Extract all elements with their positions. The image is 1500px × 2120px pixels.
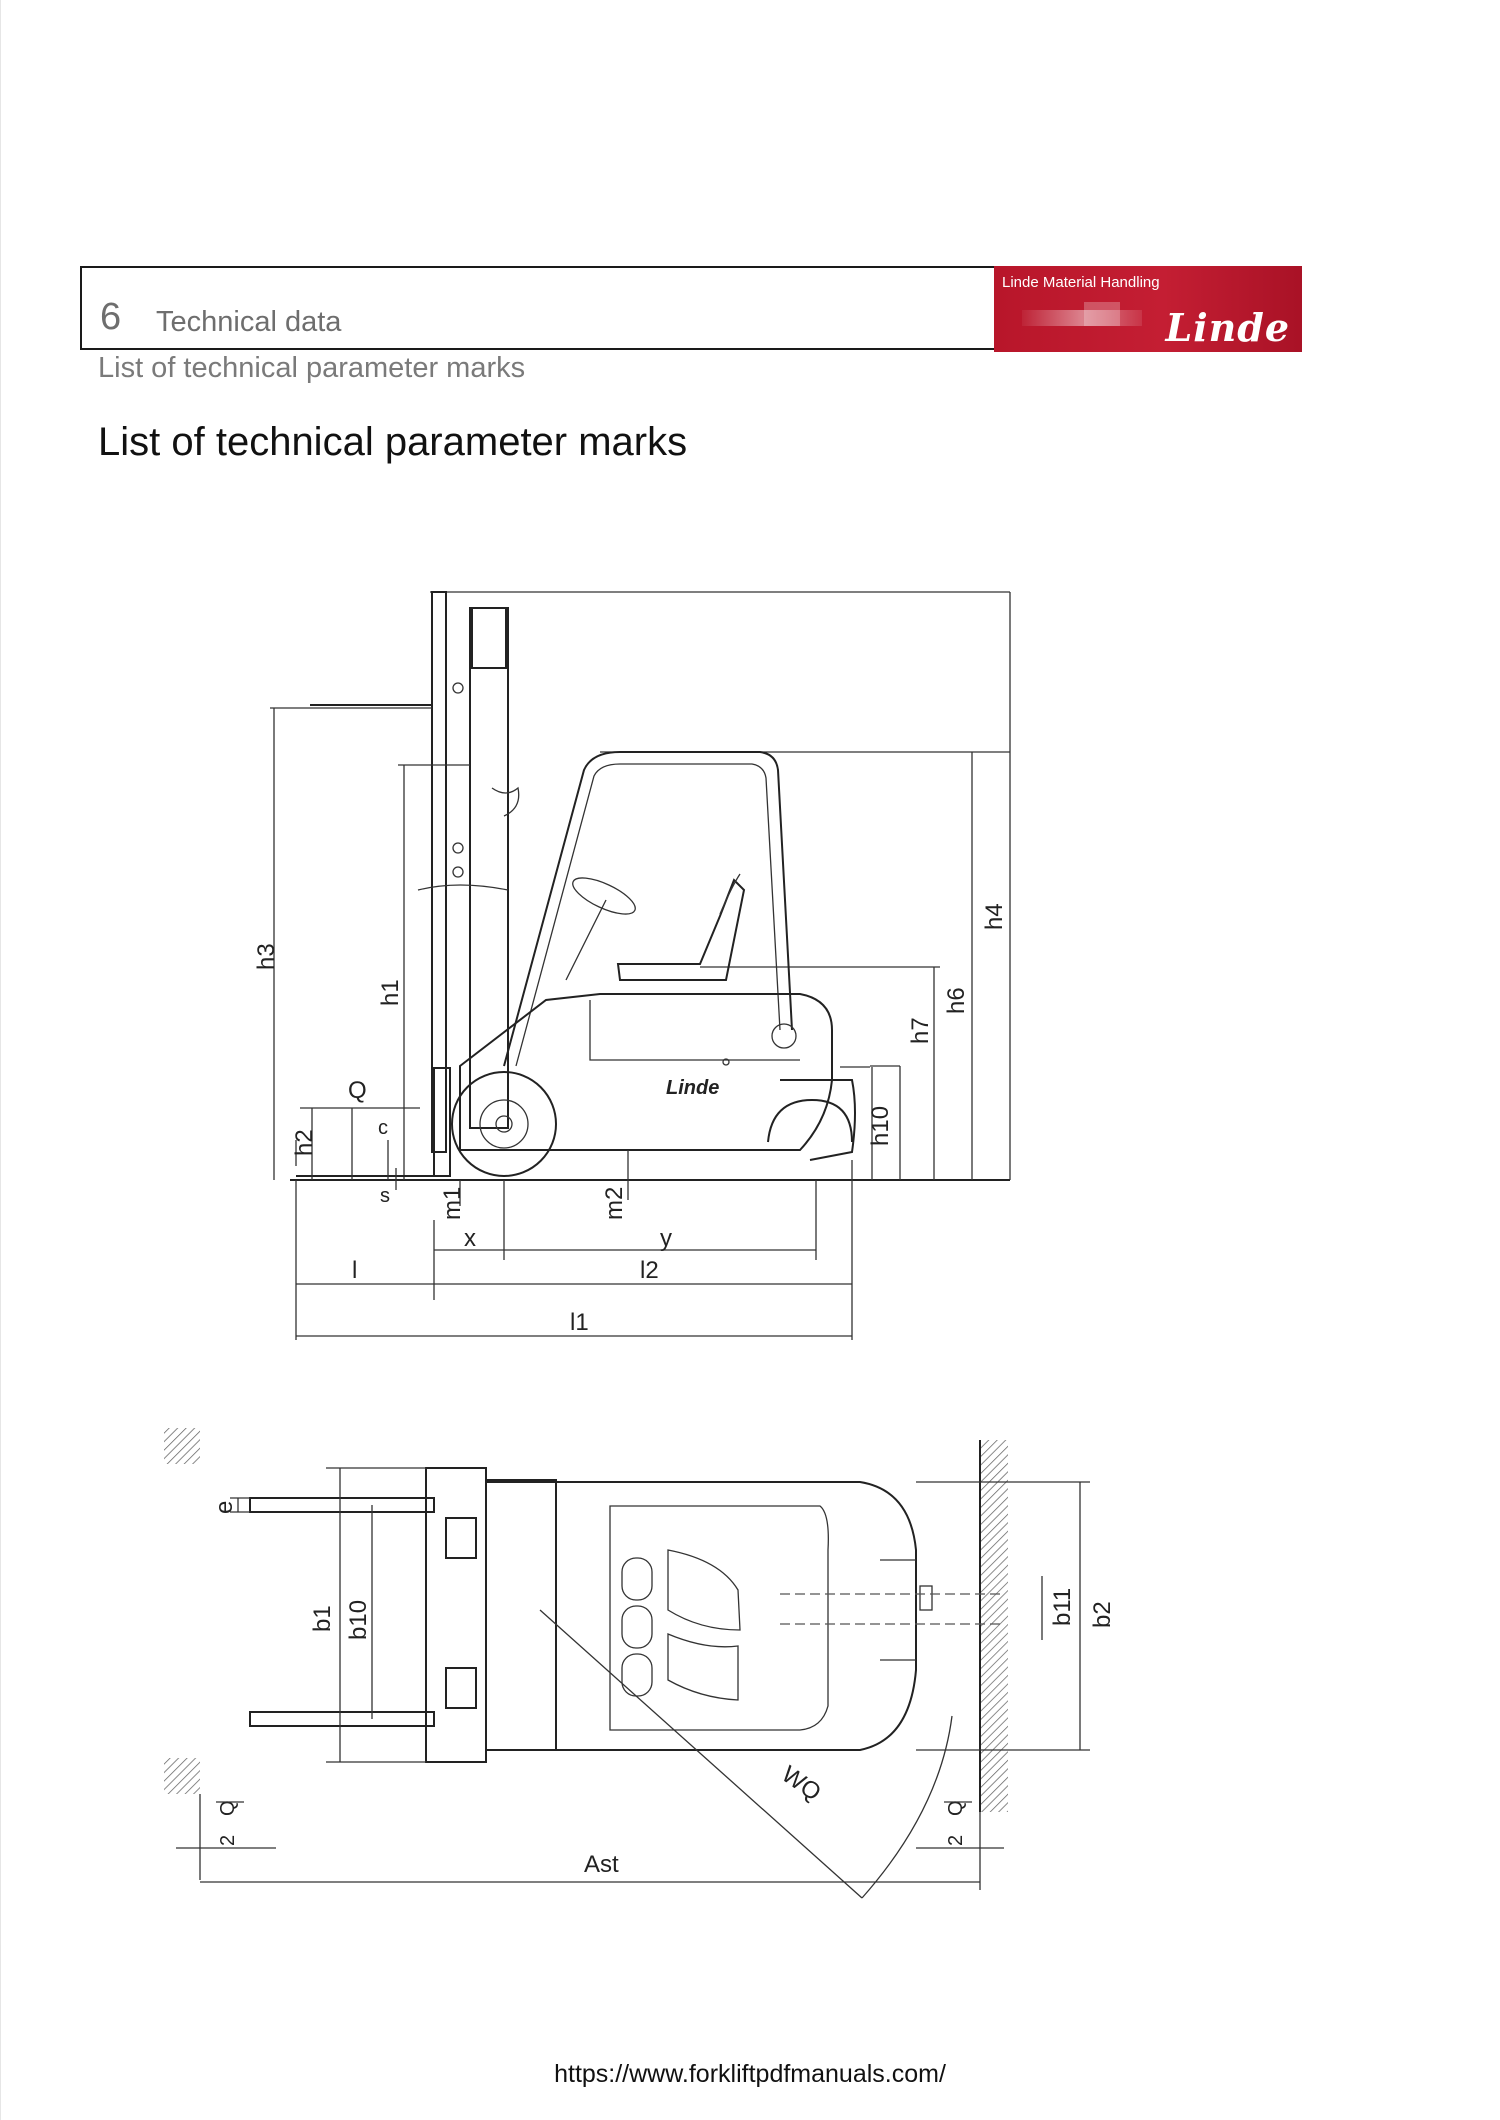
guard-slot-wide (668, 1634, 738, 1700)
chapter-title: Technical data (156, 306, 342, 338)
counterweight (780, 1080, 855, 1160)
label-h3: h3 (253, 943, 280, 970)
label-h7: h7 (907, 1017, 934, 1044)
label-c: c (378, 1117, 388, 1139)
label-l: l (352, 1257, 358, 1284)
guard-slot (622, 1558, 652, 1600)
label-h2: h2 (291, 1129, 318, 1156)
mast-roller (453, 843, 463, 853)
truck-body (460, 994, 832, 1150)
top-view-diagram (0, 1410, 1500, 1910)
label-q2-left-numerator: Q (217, 1800, 239, 1816)
page-title: List of technical parameter marks (98, 420, 688, 464)
label-b1: b1 (309, 1605, 336, 1632)
label-WQ: WQ (776, 1760, 826, 1807)
label-b11: b11 (1049, 1587, 1076, 1626)
truck-logo: Linde (666, 1077, 720, 1099)
brand-name: Linde Material Handling (1002, 274, 1160, 291)
guard-slot (622, 1654, 652, 1696)
label-h4: h4 (981, 903, 1008, 930)
label-e: e (211, 1500, 238, 1514)
steering-column (566, 900, 606, 980)
chapter-number: 6 (100, 296, 122, 338)
brand-decoration-square (1084, 302, 1120, 326)
seat-back-detail (720, 874, 740, 914)
label-l2: l2 (640, 1257, 659, 1284)
mast-roller (453, 867, 463, 877)
label-h1: h1 (377, 979, 404, 1006)
label-s: s (380, 1185, 390, 1207)
front-wheel-axle (496, 1116, 512, 1132)
guard-slot-wide (668, 1550, 740, 1630)
overhead-guard-inner (516, 764, 780, 1066)
chassis-outline (486, 1482, 916, 1750)
label-q2-right-denominator: 2 (945, 1834, 967, 1846)
fork-carriage (434, 1068, 450, 1176)
mast-top-block (472, 608, 506, 668)
battery-hood (590, 1000, 800, 1060)
label-b10: b10 (345, 1599, 372, 1640)
label-h10: h10 (867, 1105, 894, 1146)
brand-decoration (1022, 310, 1142, 326)
label-h6: h6 (943, 987, 970, 1014)
wall-hatch-top-left (164, 1428, 200, 1464)
overhead-guard (504, 752, 792, 1066)
overhead-guard-top (610, 1506, 828, 1730)
footer-url[interactable]: https://www.forkliftpdfmanuals.com/ (554, 2060, 946, 2088)
side-view-diagram (0, 560, 1500, 1340)
mast-roller (453, 683, 463, 693)
front-wheel-hub (480, 1100, 528, 1148)
operator-seat (618, 880, 744, 980)
counterweight-lines (880, 1560, 916, 1660)
wall-hatch-right (980, 1440, 1008, 1812)
brand-banner (994, 266, 1302, 352)
label-l1: l1 (570, 1309, 589, 1336)
label-Q: Q (348, 1077, 367, 1104)
turning-arc (862, 1716, 952, 1898)
steering-wheel (568, 871, 640, 921)
mast-inner (470, 608, 508, 1128)
guard-slot (622, 1606, 652, 1648)
mast-hose (492, 788, 519, 816)
label-y: y (660, 1225, 672, 1252)
label-Ast: Ast (584, 1851, 619, 1878)
label-b2: b2 (1089, 1601, 1116, 1628)
label-m2: m2 (601, 1186, 628, 1220)
body-emblem (772, 1024, 796, 1048)
fork-upper (250, 1498, 434, 1512)
breadcrumb: List of technical parameter marks (98, 352, 526, 384)
chapter-header (80, 266, 1302, 350)
rear-hitch (920, 1586, 932, 1610)
mast-channel-upper (446, 1518, 476, 1558)
label-m1: m1 (439, 1186, 466, 1220)
wall-hatch-bottom-left (164, 1758, 200, 1794)
label-q2-left-denominator: 2 (217, 1834, 239, 1846)
label-q2-right-numerator: Q (945, 1800, 967, 1816)
rear-wheel (768, 1100, 852, 1142)
fork-lower (250, 1712, 434, 1726)
brand-logo: Linde (1165, 305, 1290, 350)
label-x: x (464, 1225, 476, 1252)
mast-channel-lower (446, 1668, 476, 1708)
front-wheel (452, 1072, 556, 1176)
